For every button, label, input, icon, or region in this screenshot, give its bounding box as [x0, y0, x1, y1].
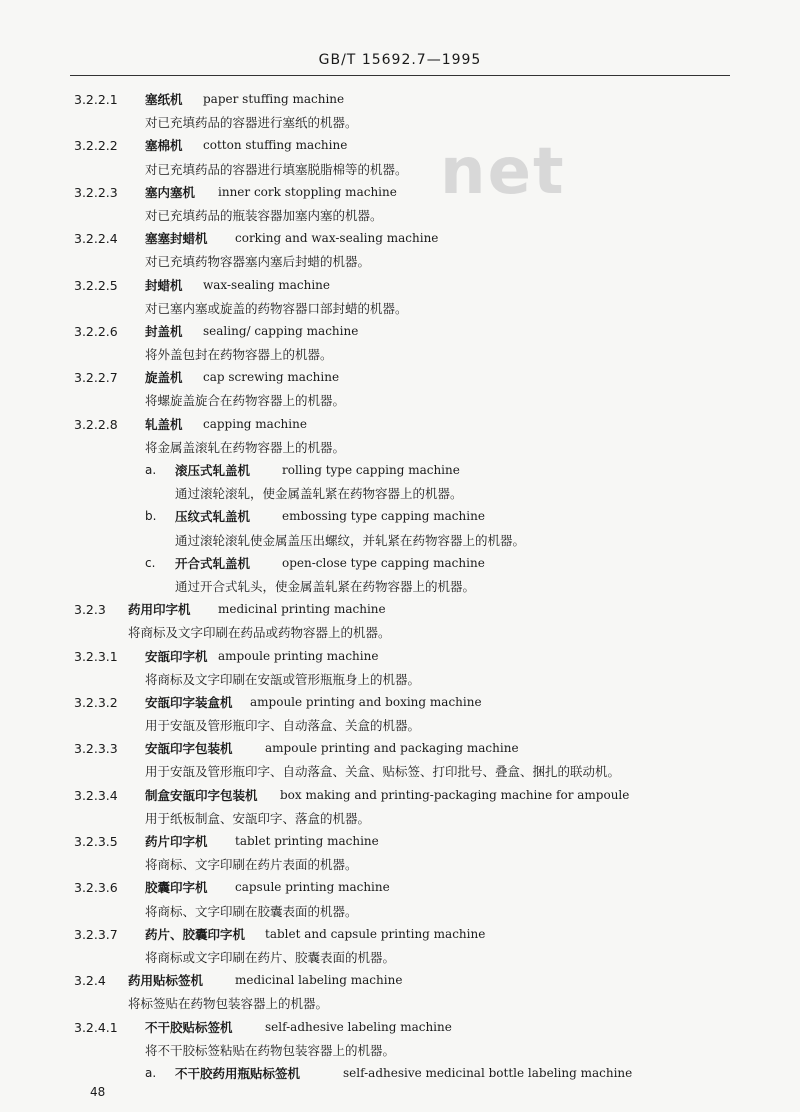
- subitem-heading: [0, 1062, 800, 1085]
- definition-text: 将商标、文字印刷在胶囊表面的机器。: [145, 903, 358, 919]
- definition-text: 对已充填药品的瓶装容器加塞内塞的机器。: [145, 207, 383, 223]
- term-chinese: 塞纸机: [145, 92, 183, 107]
- term-chinese: 胶囊印字机: [145, 880, 208, 896]
- definition-text: 用于安瓿及管形瓶印字、自动落盒、关盒的机器。: [145, 718, 421, 734]
- entry-heading: [0, 413, 800, 436]
- entry-heading: [0, 737, 800, 760]
- standard-header: GB/T 15692.7—1995: [318, 52, 482, 68]
- entry-definition: [0, 1039, 800, 1062]
- term-english: rolling type capping machine: [282, 463, 460, 477]
- term-english: tablet and capsule printing machine: [265, 926, 486, 941]
- term-english: ampoule printing and packaging machine: [265, 741, 519, 756]
- entry-number: 3.2.2.2: [74, 138, 118, 154]
- definition-text: 将商标及文字印刷在安瓿或管形瓶瓶身上的机器。: [145, 671, 421, 687]
- subitem-heading: [0, 459, 800, 482]
- term-english: open-close type capping machine: [282, 555, 485, 570]
- entry-heading: [0, 320, 800, 343]
- term-chinese: 塞棉机: [145, 138, 183, 154]
- definition-text: 通过滚轮滚轧，使金属盖轧紧在药物容器上的机器。: [175, 486, 463, 502]
- term-chinese: 药片、胶囊印字机: [145, 926, 246, 942]
- entry-number: 3.2.3.6: [74, 880, 118, 896]
- entry-number: 3.2.3: [74, 602, 106, 618]
- entry-heading: [0, 923, 800, 946]
- term-english: cotton stuffing machine: [203, 138, 348, 153]
- term-chinese: 塞塞封蜡机: [145, 231, 208, 247]
- entry-definition: [0, 250, 800, 273]
- definition-text: 将商标或文字印刷在药片、胶囊表面的机器。: [145, 949, 396, 965]
- term-english: wax-sealing machine: [203, 277, 331, 292]
- entry-number: 3.2.2.5: [74, 277, 118, 293]
- entry-number: 3.2.3.5: [74, 834, 118, 849]
- term-chinese: 药片印字机: [145, 834, 208, 849]
- entry-number: 3.2.2.1: [74, 92, 118, 107]
- term-chinese: 安瓿印字包装机: [145, 741, 233, 757]
- definition-text: 将金属盖滚轧在药物容器上的机器。: [145, 439, 346, 455]
- header-rule: [70, 75, 730, 76]
- term-chinese: 封蜡机: [145, 277, 183, 293]
- entry-heading: [0, 830, 800, 853]
- subitem-definition: [0, 482, 800, 505]
- term-chinese: 封盖机: [145, 323, 183, 339]
- entry-number: 3.2.2.3: [74, 184, 118, 200]
- definition-text: 对已充填药品的容器进行塞纸的机器。: [145, 115, 358, 131]
- term-english: inner cork stoppling machine: [218, 184, 397, 199]
- term-english: capping machine: [203, 416, 307, 431]
- entry-heading: [0, 691, 800, 714]
- entry-heading: [0, 876, 800, 899]
- entry-definition: [0, 297, 800, 320]
- entry-definition: [0, 946, 800, 969]
- page-number: 48: [90, 1085, 106, 1099]
- definition-text: 将外盖包封在药物容器上的机器。: [145, 347, 333, 363]
- term-chinese: 不干胶药用瓶贴标签机: [175, 1065, 301, 1081]
- entry-number: 3.2.3.2: [74, 694, 118, 710]
- term-chinese: 药用印字机: [128, 602, 191, 618]
- entry-definition: [0, 436, 800, 459]
- entry-heading: [0, 134, 800, 157]
- entry-list: [0, 88, 800, 1085]
- entry-number: 3.2.2.7: [74, 370, 118, 386]
- entry-heading: [0, 181, 800, 204]
- definition-text: 对已充填药物容器塞内塞后封蜡的机器。: [145, 254, 371, 270]
- entry-definition: [0, 760, 800, 783]
- term-chinese: 塞内塞机: [145, 184, 196, 200]
- term-chinese: 制盒安瓿印字包装机: [145, 787, 258, 803]
- entry-number: 3.2.3.4: [74, 787, 118, 803]
- entry-definition: [0, 714, 800, 737]
- term-chinese: 旋盖机: [145, 370, 183, 386]
- entry-definition: [0, 853, 800, 876]
- subitem-marker: c.: [145, 555, 156, 570]
- term-english: self-adhesive medicinal bottle labeling machine: [343, 1065, 633, 1080]
- definition-text: 通过滚轮滚轧使金属盖压出螺纹，并轧紧在药物容器上的机器。: [175, 532, 526, 548]
- term-english: medicinal labeling machine: [235, 973, 403, 988]
- term-english: box making and printing-packaging machine for ampoule: [280, 787, 630, 802]
- entry-definition: [0, 900, 800, 923]
- subitem-heading: [0, 505, 800, 528]
- term-english: tablet printing machine: [235, 834, 379, 848]
- term-english: medicinal printing machine: [218, 602, 386, 617]
- entry-number: 3.2.3.7: [74, 926, 118, 942]
- term-chinese: 不干胶贴标签机: [145, 1019, 233, 1035]
- definition-text: 对已充填药品的容器进行填塞脱脂棉等的机器。: [145, 161, 408, 177]
- entry-heading: [0, 598, 800, 621]
- definition-text: 用于纸板制盒、安瓿印字、落盒的机器。: [145, 810, 371, 826]
- entry-heading: [0, 645, 800, 668]
- term-chinese: 轧盖机: [145, 416, 183, 432]
- term-english: ampoule printing machine: [218, 648, 379, 663]
- entry-definition: [0, 668, 800, 691]
- term-english: capsule printing machine: [235, 880, 390, 895]
- entry-number: 3.2.2.4: [74, 231, 118, 247]
- entry-definition: [0, 158, 800, 181]
- entry-heading: [0, 1016, 800, 1039]
- definition-text: 将标签贴在药物包装容器上的机器。: [128, 996, 329, 1012]
- entry-heading: [0, 227, 800, 250]
- term-chinese: 药用贴标签机: [128, 973, 204, 989]
- entry-heading: [0, 969, 800, 992]
- entry-definition: [0, 807, 800, 830]
- entry-number: 3.2.2.6: [74, 323, 118, 339]
- entry-heading: [0, 784, 800, 807]
- subitem-heading: [0, 552, 800, 575]
- entry-definition: [0, 621, 800, 644]
- term-chinese: 滚压式轧盖机: [175, 463, 251, 478]
- subitem-marker: a.: [145, 1065, 157, 1080]
- entry-definition: [0, 389, 800, 412]
- entry-number: 3.2.3.1: [74, 648, 118, 664]
- definition-text: 将螺旋盖旋合在药物容器上的机器。: [145, 393, 346, 409]
- entry-number: 3.2.3.3: [74, 741, 118, 757]
- entry-number: 3.2.4.1: [74, 1019, 118, 1035]
- term-english: corking and wax-sealing machine: [235, 231, 439, 246]
- subitem-marker: b.: [145, 509, 157, 524]
- definition-text: 将商标及文字印刷在药品或药物容器上的机器。: [128, 625, 391, 641]
- term-english: embossing type capping machine: [282, 509, 485, 524]
- entry-heading: [0, 274, 800, 297]
- term-chinese: 开合式轧盖机: [175, 555, 251, 571]
- definition-text: 对已塞内塞或旋盖的药物容器口部封蜡的机器。: [145, 300, 408, 316]
- term-english: ampoule printing and boxing machine: [250, 694, 482, 709]
- entry-number: 3.2.2.8: [74, 416, 118, 432]
- definition-text: 将商标、文字印刷在药片表面的机器。: [145, 857, 358, 873]
- term-chinese: 安瓿印字装盒机: [145, 694, 233, 710]
- watermark: net: [440, 135, 566, 209]
- entry-definition: [0, 204, 800, 227]
- definition-text: 用于安瓿及管形瓶印字、自动落盒、关盒、贴标签、打印批号、叠盒、捆扎的联动机。: [145, 764, 621, 780]
- entry-heading: [0, 88, 800, 111]
- subitem-marker: a.: [145, 463, 157, 477]
- entry-definition: [0, 343, 800, 366]
- entry-number: 3.2.4: [74, 973, 106, 989]
- term-english: cap screwing machine: [203, 370, 340, 385]
- definition-text: 将不干胶标签粘贴在药物包装容器上的机器。: [145, 1042, 396, 1058]
- entry-heading: [0, 366, 800, 389]
- term-english: self-adhesive labeling machine: [265, 1019, 452, 1034]
- entry-definition: [0, 111, 800, 134]
- definition-text: 通过开合式轧头，使金属盖轧紧在药物容器上的机器。: [175, 578, 476, 594]
- term-english: paper stuffing machine: [203, 92, 345, 106]
- term-chinese: 压纹式轧盖机: [175, 509, 251, 525]
- term-english: sealing/ capping machine: [203, 323, 359, 338]
- term-chinese: 安瓿印字机: [145, 648, 208, 664]
- subitem-definition: [0, 575, 800, 598]
- subitem-definition: [0, 529, 800, 552]
- entry-definition: [0, 992, 800, 1015]
